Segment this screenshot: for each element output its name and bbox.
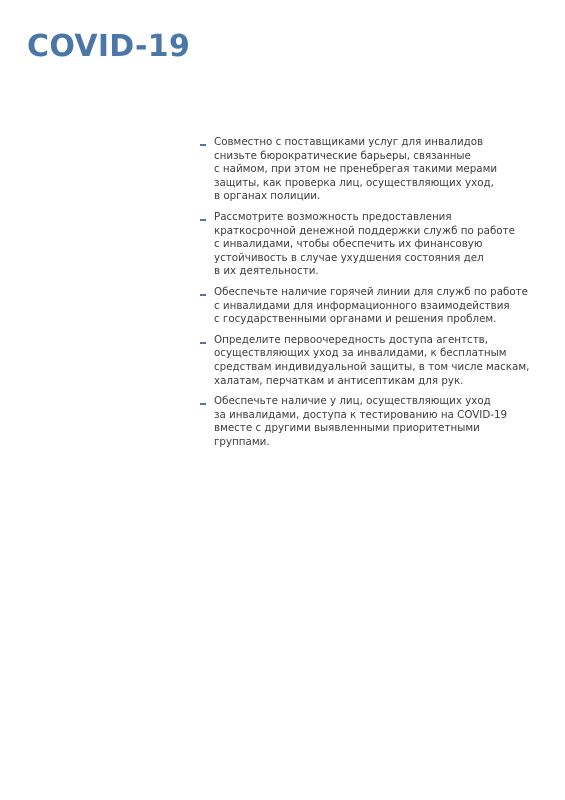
bullet-text xyxy=(214,136,539,204)
text-line: в их деятельности. xyxy=(214,265,319,278)
text-line: средствам индивидуальной защиты, в том числе маскам, xyxy=(214,360,530,373)
text-line: в органах полиции. xyxy=(214,190,321,203)
bullet-item xyxy=(199,395,539,449)
bullet-item xyxy=(199,211,539,279)
page-title: COVID-19 xyxy=(27,29,191,64)
text-line: группами. xyxy=(214,435,270,448)
text-line: краткосрочной денежной поддержки служб по работе xyxy=(214,224,515,237)
text-line: устойчивость в случае ухудшения состояния дел xyxy=(214,251,484,264)
text-line: Обеспечьте наличие у лиц, осуществляющих уход xyxy=(214,395,491,408)
text-line: Совместно с поставщиками услуг для инвалидов xyxy=(214,136,484,148)
text-line: осуществляющих уход за инвалидами, к бесплатным xyxy=(214,347,507,360)
bullet-text xyxy=(214,286,539,327)
dash-bullet-icon xyxy=(200,403,206,405)
text-line: с государственными органами и решения проблем. xyxy=(214,313,497,326)
bullet-text xyxy=(214,334,539,388)
bullet-item xyxy=(199,286,539,327)
text-line: Определите первоочередность доступа агентств, xyxy=(214,333,489,346)
dash-bullet-icon xyxy=(200,219,206,221)
text-line: вместе с другими выявленными приоритетными xyxy=(214,422,480,435)
text-line: защиты, как проверка лиц, осуществляющих уход, xyxy=(214,176,494,189)
bullet-text xyxy=(214,395,539,449)
text-line: халатам, перчаткам и антисептикам для рук. xyxy=(214,374,464,387)
text-line: Рассмотрите возможность предоставления xyxy=(214,210,452,223)
text-line: снизьте бюрократические барьеры, связанные xyxy=(214,149,471,162)
bullet-item xyxy=(199,136,539,204)
dash-bullet-icon xyxy=(200,294,206,296)
text-line: Обеспечьте наличие горячей линии для служб по работе xyxy=(214,285,528,298)
text-line: с инвалидами для информационного взаимодействия xyxy=(214,299,510,312)
dash-bullet-icon xyxy=(200,342,206,344)
bullet-list xyxy=(199,136,539,456)
bullet-text xyxy=(214,211,539,279)
dash-bullet-icon xyxy=(200,144,206,146)
text-line: с инвалидами, чтобы обеспечить их финансовую xyxy=(214,238,483,251)
text-line: за инвалидами, доступа к тестированию на COVID-19 xyxy=(214,408,508,421)
text-line: с наймом, при этом не пренебрегая такими мерами xyxy=(214,163,498,176)
bullet-item xyxy=(199,334,539,388)
